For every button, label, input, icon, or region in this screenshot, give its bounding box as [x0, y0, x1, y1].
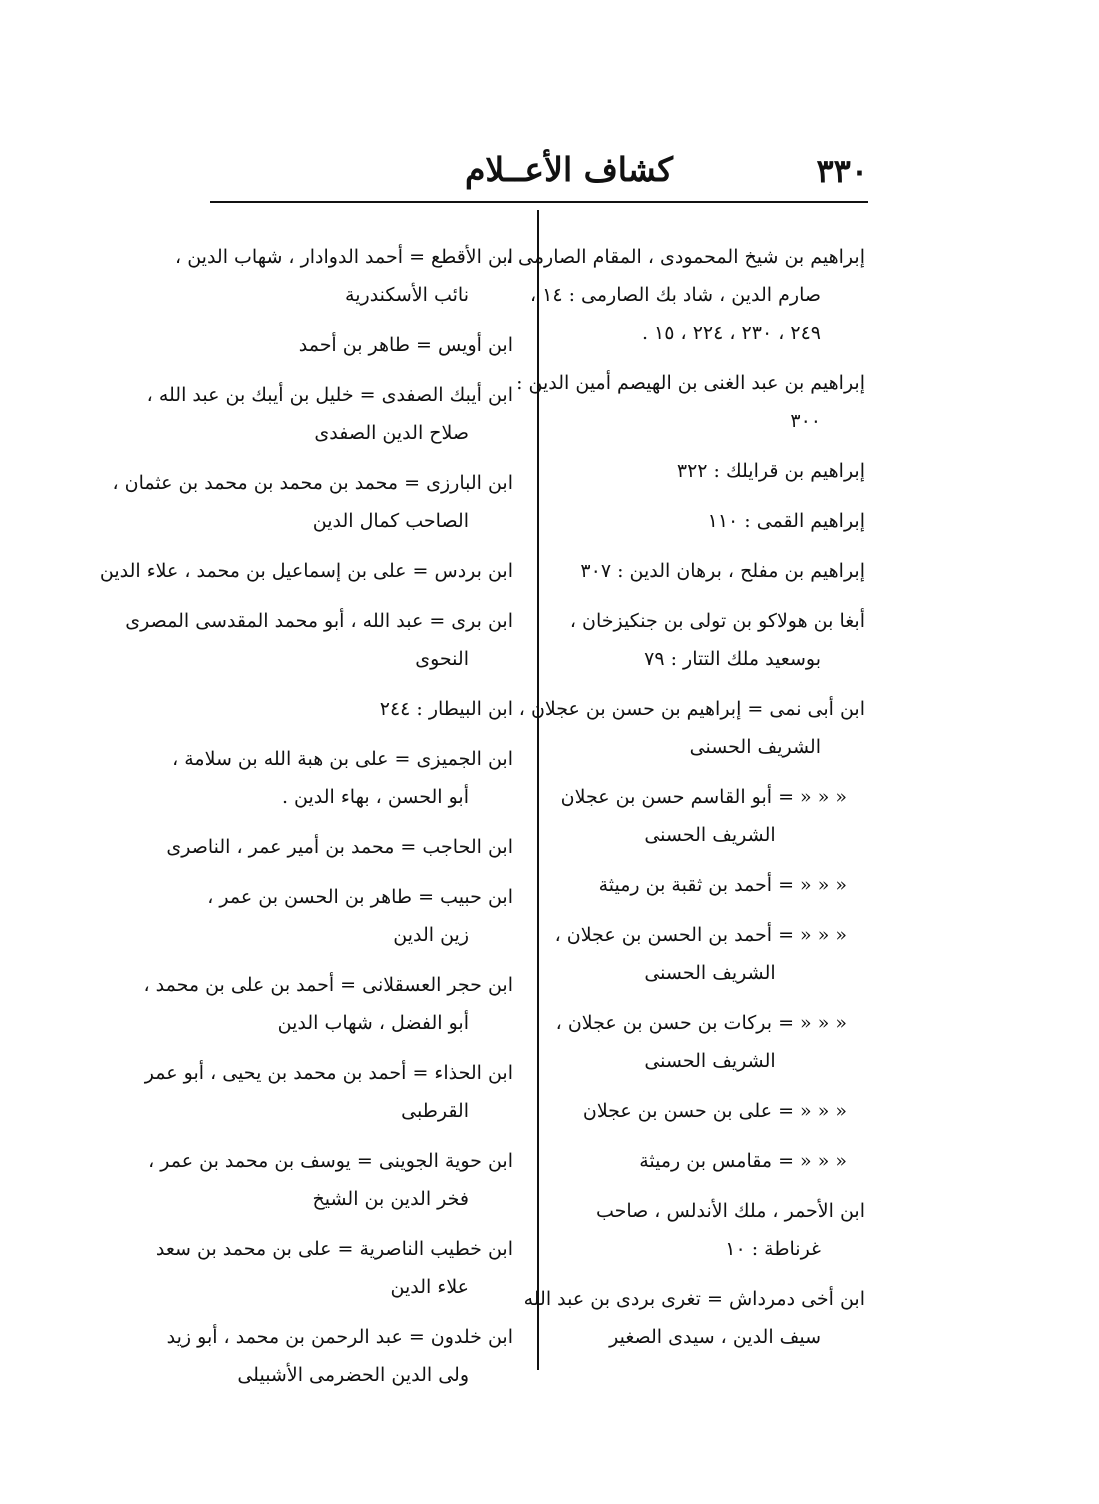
entry-heading-line: ابن الحذاء = أحمد بن محمد بن يحيى ، أبو عمر	[144, 1062, 513, 1084]
index-entry	[146, 376, 513, 452]
entry-heading-line: « « « = مقامس بن رميثة	[639, 1150, 847, 1172]
index-entry	[555, 778, 865, 854]
entry-continuation-line: نائب الأسكندرية	[345, 284, 469, 306]
entry-continuation-line: الشريف الحسنى	[644, 824, 776, 846]
entry-heading-line: ابن البارزى = محمد بن محمد بن محمد بن عثمان ،	[112, 472, 513, 494]
index-entry	[505, 238, 865, 352]
entry-continuation-line: سيف الدين ، سيدى الصغير	[609, 1326, 821, 1348]
entry-continuation-line: ولى الدين الحضرمى الأشبيلى	[237, 1364, 469, 1386]
index-entry	[175, 238, 513, 314]
entry-heading-line: أبغا بن هولاكو بن تولى بن جنكيزخان ،	[569, 610, 865, 632]
entry-heading-line: إبراهيم القمى : ١١٠	[707, 510, 865, 532]
index-entry	[518, 690, 865, 766]
entry-heading-line: ابن أيبك الصفدى = خليل بن أيبك بن عبد الله ،	[146, 384, 513, 406]
page-number: ٣٣٠	[816, 152, 868, 190]
index-entry	[148, 1142, 513, 1218]
entry-continuation-line: علاء الدين	[390, 1276, 469, 1298]
header-rule	[210, 201, 868, 203]
entry-continuation-line: أبو الفضل ، شهاب الدين	[277, 1012, 469, 1034]
index-entry	[555, 1092, 865, 1130]
entry-heading-line: ابن الأقطع = أحمد الدوادار ، شهاب الدين ،	[175, 246, 513, 268]
entry-continuation-line: صارم الدين ، شاد بك الصارمى : ١٤ ،	[529, 284, 821, 306]
index-entry	[213, 326, 513, 364]
entry-heading-line: ابن بردس = على بن إسماعيل بن محمد ، علاء الدين	[99, 560, 513, 582]
index-entry	[166, 1318, 513, 1394]
index-entry	[555, 452, 865, 490]
entry-heading-line: « « « = أبو القاسم حسن بن عجلان	[560, 786, 847, 808]
entry-continuation-line: فخر الدين بن الشيخ	[312, 1188, 469, 1210]
entry-continuation-line: غرناطة : ١٠	[725, 1238, 821, 1260]
index-entry	[166, 828, 513, 866]
entry-heading-line: « « « = أحمد بن الحسن بن عجلان ،	[554, 924, 847, 946]
index-entry	[155, 1230, 513, 1306]
index-entry	[112, 464, 513, 540]
index-entry	[172, 740, 513, 816]
left-column	[99, 238, 513, 1406]
entry-continuation-line: ٣٠٠	[790, 410, 821, 432]
page-header	[210, 150, 868, 194]
index-entry	[143, 966, 513, 1042]
index-entry	[207, 878, 513, 954]
entry-heading-line: ابن أبى نمى = إبراهيم بن حسن بن عجلان ،	[518, 698, 865, 720]
entry-continuation-line: الصاحب كمال الدين	[312, 510, 469, 532]
entry-heading-line: إبراهيم بن مفلح ، برهان الدين : ٣٠٧	[580, 560, 865, 582]
entry-heading-line: ابن حبيب = طاهر بن الحسن بن عمر ،	[207, 886, 513, 908]
entry-continuation-line: زين الدين	[393, 924, 469, 946]
entry-heading-line: « « « = أحمد بن ثقبة بن رميثة	[598, 874, 847, 896]
entry-continuation-line: الشريف الحسنى	[644, 1050, 776, 1072]
right-column	[505, 238, 865, 1368]
entry-heading-line: « « « = على بن حسن بن عجلان	[582, 1100, 847, 1122]
index-entry	[516, 364, 865, 440]
index-entry	[125, 602, 513, 678]
index-entry	[555, 552, 865, 590]
page-title: كشاف الأعــلام	[464, 150, 674, 189]
entry-heading-line: ابن خلدون = عبد الرحمن بن محمد ، أبو زيد	[166, 1326, 513, 1348]
index-entry	[523, 1280, 865, 1356]
entry-heading-line: ابن حجر العسقلانى = أحمد بن على بن محمد ،	[143, 974, 513, 996]
entry-continuation-line: الشريف الحسنى	[644, 962, 776, 984]
entry-continuation-line: أبو الحسن ، بهاء الدين .	[281, 786, 469, 808]
index-entry	[99, 552, 513, 590]
entry-heading-line: ابن الأحمر ، ملك الأندلس ، صاحب	[595, 1200, 865, 1222]
entry-continuation-line: الشريف الحسنى	[689, 736, 821, 758]
entry-heading-line: ابن أخى دمرداش = تغرى بردى بن عبد الله	[523, 1288, 865, 1310]
index-entry	[555, 916, 865, 992]
entry-heading-line: ابن خطيب الناصرية = على بن محمد بن سعد	[155, 1238, 513, 1260]
entry-continuation-line: بوسعيد ملك التتار : ٧٩	[644, 648, 821, 670]
entry-continuation-line: القرطبى	[401, 1100, 469, 1122]
entry-heading-line: « « « = بركات بن حسن بن عجلان ،	[555, 1012, 847, 1034]
entry-heading-line: ابن أويس = طاهر بن أحمد	[298, 334, 513, 356]
index-entry	[144, 1054, 513, 1130]
entry-heading-line: ابن حوية الجوينى = يوسف بن محمد بن عمر ،	[148, 1150, 513, 1172]
entry-continuation-line: ٢٤٩ ، ٢٣٠ ، ٢٢٤ ، ١٥ .	[641, 322, 821, 344]
entry-heading-line: ابن الجميزى = على بن هبة الله بن سلامة ،	[172, 748, 513, 770]
entry-heading-line: ابن البيطار : ٢٤٤	[379, 698, 513, 720]
entry-continuation-line: صلاح الدين الصفدى	[314, 422, 469, 444]
entry-heading-line: إبراهيم بن قرايلك : ٣٢٢	[676, 460, 865, 482]
index-entry	[555, 1142, 865, 1180]
index-entry	[555, 602, 865, 678]
entry-heading-line: ابن الحاجب = محمد بن أمير عمر ، الناصرى	[166, 836, 513, 858]
entry-heading-line: إبراهيم بن عبد الغنى بن الهيصم أمين الدين :	[516, 372, 865, 394]
entry-heading-line: ابن برى = عبد الله ، أبو محمد المقدسى المصرى	[125, 610, 513, 632]
index-entry	[555, 502, 865, 540]
index-entry	[555, 866, 865, 904]
entry-continuation-line: النحوى	[415, 648, 469, 670]
index-entry	[555, 1192, 865, 1268]
entry-heading-line: إبراهيم بن شيخ المحمودى ، المقام الصارمى ،	[505, 246, 865, 268]
index-entry	[555, 1004, 865, 1080]
index-entry	[213, 690, 513, 728]
